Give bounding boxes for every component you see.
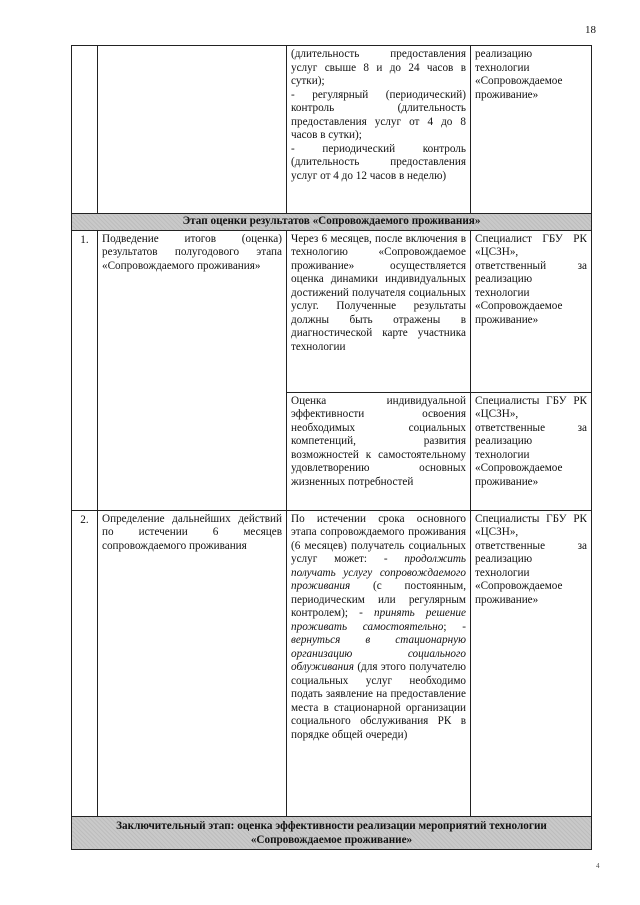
plan-table	[71, 45, 592, 850]
table-row	[72, 230, 592, 392]
stage-header-evaluation	[72, 214, 592, 231]
stage-title-line1: Заключительный этап: оценка эффективности реализации мероприятий технологии	[116, 819, 547, 832]
cell-action	[287, 510, 471, 816]
option-independent: - принять решение проживать самостоятельно	[291, 607, 466, 633]
row-title: Определение дальнейших действий по истечении 6 месяцев сопровождаемого проживания	[98, 510, 287, 816]
stage-title: Этап оценки результатов «Сопровождаемого проживания»	[72, 214, 592, 231]
cell-action: Оценка индивидуальной эффективности освоения необходимых социальных компетенций, развития возможностей к самостоятельному удовлетворению основных жизненных потребностей	[287, 392, 471, 510]
cell-num-empty	[72, 46, 98, 214]
table-row	[72, 46, 592, 214]
cell-responsible	[471, 46, 592, 214]
table-row	[72, 510, 592, 816]
option-return: - вернуться в стационарную организацию социального облуживания	[291, 620, 466, 673]
option-continue: - продолжить получать услугу сопровождаемого проживания	[291, 553, 466, 592]
footer-mark: 4	[596, 862, 600, 870]
continuation-action-text: (длительность предоставления услуг свыше 8 и до 24 часов в сутки); - регулярный (периодический) контроль (длительность предоставления услуг от 4 до 8 часов в сутки); - периодический контроль (длительность предоставления услуг от 4 до 12 часов в неделю)	[291, 48, 466, 182]
row-number: 1.	[72, 230, 98, 510]
page-number: 18	[585, 24, 596, 36]
cell-title-empty	[98, 46, 287, 214]
cell-responsible: Специалисты ГБУ РК «ЦСЗН», ответственные за реализацию технологии «Сопровождаемое проживание»	[471, 510, 592, 816]
cell-action: Через 6 месяцев, после включения в технологию «Сопровождаемое проживание» осуществляется оценка динамики индивидуальных достижений получателя социальных услуг. Полученные результаты должны быть отражены в диагностической карте участника технологии	[287, 230, 471, 392]
stage-title-line2: «Сопровождаемое проживание»	[250, 833, 413, 846]
cell-action	[287, 46, 471, 214]
options-intro: По истечении срока основного этапа сопровождаемого проживания (6 месяцев) получатель социальных услуг может:	[291, 512, 466, 565]
row-number: 2.	[72, 510, 98, 816]
continuation-responsible-text: реализацию технологии «Сопровождаемое проживание»	[475, 48, 563, 101]
option-independent-note: ;	[443, 620, 447, 633]
stage-title	[72, 816, 592, 849]
row-title: Подведение итогов (оценка) результатов полугодового этапа «Сопровождаемого проживания»	[98, 230, 287, 510]
cell-responsible: Специалист ГБУ РК «ЦСЗН», ответственный за реализацию технологии «Сопровождаемое проживание»	[471, 230, 592, 392]
stage-header-final	[72, 816, 592, 849]
option-return-note: (для этого получателю социальных услуг необходимо подать заявление на предоставление места в стационарной организации социального обслуживания РК в порядке общей очереди)	[291, 661, 466, 741]
option-continue-note: (с постоянным, периодическим или регулярным контролем);	[291, 580, 466, 619]
cell-responsible: Специалисты ГБУ РК «ЦСЗН», ответственные за реализацию технологии «Сопровождаемое проживание»	[471, 392, 592, 510]
